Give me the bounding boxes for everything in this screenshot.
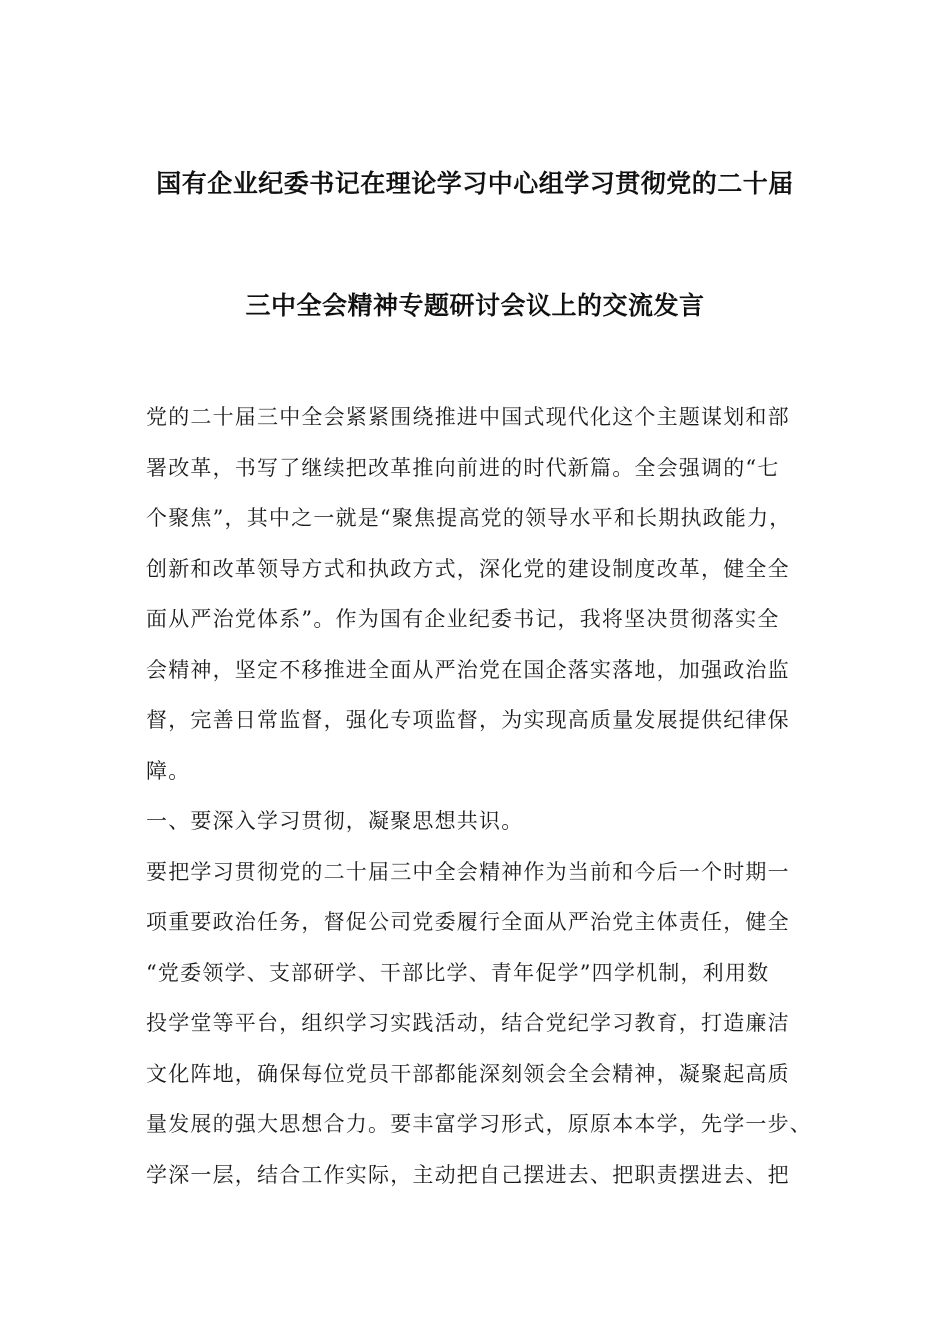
body-line: 创新和改革领导方式和执政方式，深化党的建设制度改革，健全全 bbox=[146, 556, 790, 581]
body-line: 署改革，书写了继续把改革推向前进的时代新篇。全会强调的“七 bbox=[146, 455, 780, 480]
body-line: 文化阵地，确保每位党员干部都能深刻领会全会精神，凝聚起高质 bbox=[146, 1061, 790, 1086]
body-line: 学深一层，结合工作实际，主动把自己摆进去、把职责摆进去、把 bbox=[146, 1162, 790, 1187]
document-title-line-2: 三中全会精神专题研讨会议上的交流发言 bbox=[245, 291, 705, 320]
body-line: 投学堂等平台，组织学习实践活动，结合党纪学习教育，打造廉洁 bbox=[146, 1011, 790, 1035]
document-title-line-1: 国有企业纪委书记在理论学习中心组学习贯彻党的二十届 bbox=[156, 169, 794, 198]
body-line: 量发展的强大思想合力。要丰富学习形式，原原本本学，先学一步、 bbox=[146, 1112, 812, 1136]
document-body bbox=[146, 392, 826, 1200]
body-line: “党委领学、支部研学、干部比学、青年促学”四学机制，利用数 bbox=[146, 960, 770, 985]
body-line: 党的二十届三中全会紧紧围绕推进中国式现代化这个主题谋划和部 bbox=[146, 405, 790, 429]
body-line: 面从严治党体系”。作为国有企业纪委书记，我将坚决贯彻落实全 bbox=[146, 607, 780, 631]
section-heading: 一、要深入学习贯彻，凝聚思想共识。 bbox=[146, 809, 524, 833]
body-line: 项重要政治任务，督促公司党委履行全面从严治党主体责任，健全 bbox=[146, 910, 790, 934]
body-line: 障。 bbox=[146, 758, 191, 783]
body-line: 会精神，坚定不移推进全面从严治党在国企落实落地，加强政治监 bbox=[146, 657, 790, 682]
body-line: 督，完善日常监督，强化专项监督，为实现高质量发展提供纪律保 bbox=[146, 708, 790, 732]
body-line: 要把学习贯彻党的二十届三中全会精神作为当前和今后一个时期一 bbox=[146, 859, 790, 884]
body-line: 个聚焦”，其中之一就是“聚焦提高党的领导水平和长期执政能力， bbox=[146, 506, 792, 530]
